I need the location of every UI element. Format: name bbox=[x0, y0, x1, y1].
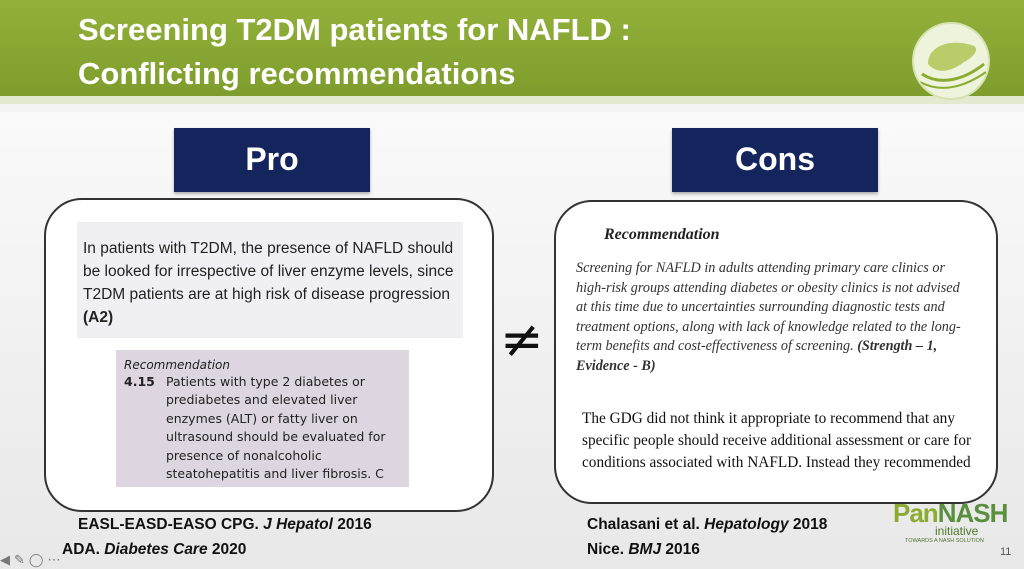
logo-pan: Pan bbox=[893, 498, 938, 528]
pen-icon[interactable]: ✎ bbox=[14, 552, 25, 567]
cons-reference-2 bbox=[587, 541, 700, 559]
pointer-icon[interactable]: ◀ bbox=[0, 552, 10, 567]
slide-title bbox=[78, 8, 631, 96]
cons-rec-heading: Recommendation bbox=[604, 226, 720, 243]
cons-recommendation bbox=[576, 259, 966, 377]
pro-ref1-authors: EASL-EASD-EASO CPG. bbox=[78, 516, 264, 533]
pro-tab bbox=[174, 128, 370, 192]
header-divider bbox=[0, 96, 1024, 104]
cons-ref1-authors: Chalasani et al. bbox=[587, 516, 705, 533]
not-equal-symbol: ≠ bbox=[500, 310, 544, 370]
easl-recommendation bbox=[77, 222, 463, 338]
cons-ref1-year: 2018 bbox=[788, 516, 828, 533]
pro-ref2-journal: Diabetes Care bbox=[104, 541, 208, 558]
pro-ref2-authors: ADA. bbox=[62, 541, 105, 558]
cons-tab bbox=[672, 128, 878, 192]
cons-tab-label: Cons bbox=[735, 141, 815, 177]
logo-nash: NASH bbox=[937, 498, 1008, 528]
logo-tagline: TOWARDS A NASH SOLUTION bbox=[905, 538, 984, 544]
liver-icon bbox=[912, 22, 990, 100]
easl-grade: (A2) bbox=[83, 309, 114, 326]
title-line-2: Conflicting recommendations bbox=[78, 56, 516, 91]
cons-reference-1 bbox=[587, 516, 827, 534]
easl-text: In patients with T2DM, the presence of NAFLD should be looked for irrespective of liver enzyme levels, since T2DM patients are at high risk of disease progression bbox=[83, 240, 454, 303]
pannash-logo bbox=[893, 498, 1008, 544]
cons-ref2-journal: BMJ bbox=[628, 541, 662, 558]
pro-reference-1 bbox=[78, 516, 372, 534]
ada-number: 4.15 bbox=[124, 374, 155, 389]
cons-rec-grade: (Strength – 1, Evidence - B) bbox=[576, 338, 938, 374]
ada-recommendation bbox=[116, 350, 409, 487]
logo-initiative: initiative bbox=[935, 524, 979, 538]
pro-ref2-year: 2020 bbox=[207, 541, 247, 558]
slide-header bbox=[0, 0, 1024, 104]
cons-ref1-journal: Hepatology bbox=[704, 516, 789, 533]
cons-ref2-authors: Nice. bbox=[587, 541, 629, 558]
pro-tab-label: Pro bbox=[245, 141, 299, 177]
ada-text: Patients with type 2 diabetes or prediabetes and elevated liver enzymes (ALT) or fatty liver on ultrasound should be evaluated for presence of nonalcoholic steatohepatitis and liver fibrosis. C bbox=[166, 374, 386, 482]
title-line-1: Screening T2DM patients for NAFLD : bbox=[78, 12, 631, 47]
more-icon[interactable]: ⋯ bbox=[47, 552, 61, 567]
gdg-statement: The GDG did not think it appropriate to recommend that any specific people should receive additional assessment or care for conditions associated with NAFLD. Instead they recommended bbox=[582, 410, 972, 472]
pro-ref1-year: 2016 bbox=[332, 516, 372, 533]
ada-heading: Recommendation bbox=[124, 358, 230, 372]
cons-ref2-year: 2016 bbox=[661, 541, 700, 558]
page-number: 11 bbox=[1000, 546, 1012, 558]
presentation-toolbar bbox=[0, 551, 60, 569]
pro-reference-2 bbox=[62, 541, 246, 559]
highlighter-icon[interactable]: ◯ bbox=[28, 552, 44, 567]
cons-rec-text: Screening for NAFLD in adults attending primary care clinics or high-risk groups attending diabetes or obesity clinics is not advised at this time due to uncertainties surrounding diagnostic tests and treatment options, along with lack of knowledge related to the long-term benefits and cost-effectiveness of screening. bbox=[576, 260, 961, 355]
pro-ref1-journal: J Hepatol bbox=[263, 516, 333, 533]
